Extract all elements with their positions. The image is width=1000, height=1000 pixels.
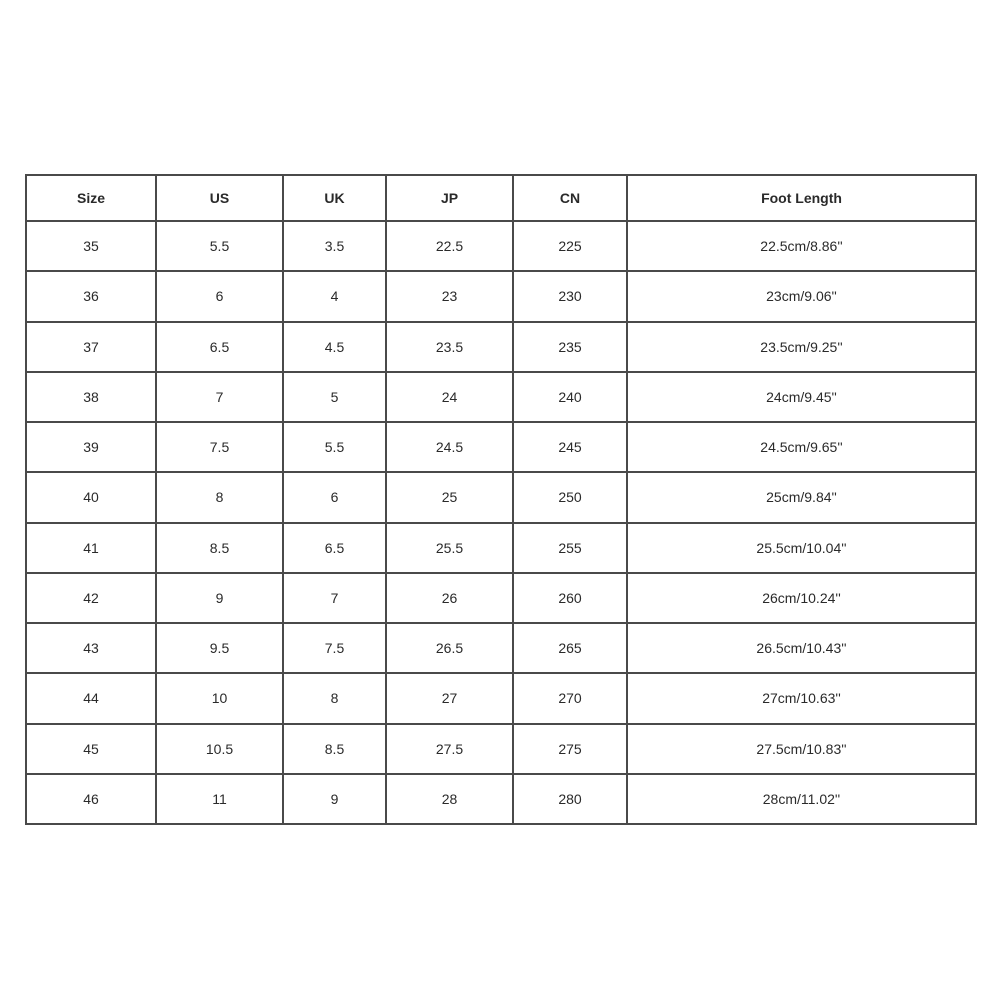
table-row [26, 271, 976, 321]
cell-uk: 7 [283, 573, 386, 623]
header-foot-length: Foot Length [627, 175, 976, 221]
cell-cn: 230 [513, 271, 627, 321]
cell-uk: 8.5 [283, 724, 386, 774]
cell-size: 45 [26, 724, 156, 774]
cell-us: 8.5 [156, 523, 283, 573]
cell-foot-length: 27cm/10.63'' [627, 673, 976, 723]
cell-cn: 275 [513, 724, 627, 774]
cell-foot-length: 23cm/9.06'' [627, 271, 976, 321]
size-chart-table [25, 174, 977, 825]
cell-jp: 26.5 [386, 623, 513, 673]
cell-size: 36 [26, 271, 156, 321]
cell-uk: 4.5 [283, 322, 386, 372]
table-row [26, 422, 976, 472]
cell-cn: 235 [513, 322, 627, 372]
cell-uk: 7.5 [283, 623, 386, 673]
header-row [26, 175, 976, 221]
table-row [26, 573, 976, 623]
header-size: Size [26, 175, 156, 221]
cell-jp: 24 [386, 372, 513, 422]
cell-us: 7.5 [156, 422, 283, 472]
cell-size: 35 [26, 221, 156, 271]
cell-foot-length: 24.5cm/9.65'' [627, 422, 976, 472]
table-row [26, 724, 976, 774]
table-row [26, 372, 976, 422]
cell-foot-length: 27.5cm/10.83'' [627, 724, 976, 774]
cell-jp: 23 [386, 271, 513, 321]
cell-us: 9.5 [156, 623, 283, 673]
cell-foot-length: 23.5cm/9.25'' [627, 322, 976, 372]
cell-uk: 4 [283, 271, 386, 321]
cell-uk: 5.5 [283, 422, 386, 472]
cell-size: 44 [26, 673, 156, 723]
cell-jp: 22.5 [386, 221, 513, 271]
cell-size: 46 [26, 774, 156, 824]
header-jp: JP [386, 175, 513, 221]
table-row [26, 472, 976, 522]
cell-jp: 27.5 [386, 724, 513, 774]
header-cn: CN [513, 175, 627, 221]
table-row [26, 673, 976, 723]
table-row [26, 774, 976, 824]
cell-foot-length: 25.5cm/10.04'' [627, 523, 976, 573]
cell-size: 39 [26, 422, 156, 472]
cell-cn: 255 [513, 523, 627, 573]
cell-cn: 240 [513, 372, 627, 422]
table-row [26, 322, 976, 372]
cell-jp: 27 [386, 673, 513, 723]
cell-us: 6 [156, 271, 283, 321]
cell-cn: 265 [513, 623, 627, 673]
table-row [26, 623, 976, 673]
cell-us: 11 [156, 774, 283, 824]
cell-cn: 260 [513, 573, 627, 623]
cell-foot-length: 26.5cm/10.43'' [627, 623, 976, 673]
cell-jp: 24.5 [386, 422, 513, 472]
cell-cn: 245 [513, 422, 627, 472]
cell-us: 10.5 [156, 724, 283, 774]
cell-uk: 6 [283, 472, 386, 522]
table-row [26, 221, 976, 271]
cell-foot-length: 28cm/11.02'' [627, 774, 976, 824]
cell-uk: 8 [283, 673, 386, 723]
cell-us: 5.5 [156, 221, 283, 271]
cell-cn: 280 [513, 774, 627, 824]
cell-us: 7 [156, 372, 283, 422]
table-body [26, 221, 976, 824]
cell-cn: 270 [513, 673, 627, 723]
cell-us: 9 [156, 573, 283, 623]
table-header [26, 175, 976, 221]
cell-uk: 5 [283, 372, 386, 422]
cell-foot-length: 26cm/10.24'' [627, 573, 976, 623]
cell-foot-length: 25cm/9.84'' [627, 472, 976, 522]
cell-cn: 225 [513, 221, 627, 271]
cell-foot-length: 24cm/9.45'' [627, 372, 976, 422]
cell-jp: 23.5 [386, 322, 513, 372]
cell-jp: 25.5 [386, 523, 513, 573]
cell-size: 43 [26, 623, 156, 673]
cell-foot-length: 22.5cm/8.86'' [627, 221, 976, 271]
cell-uk: 9 [283, 774, 386, 824]
header-us: US [156, 175, 283, 221]
cell-us: 6.5 [156, 322, 283, 372]
cell-jp: 25 [386, 472, 513, 522]
cell-size: 38 [26, 372, 156, 422]
cell-uk: 6.5 [283, 523, 386, 573]
cell-uk: 3.5 [283, 221, 386, 271]
cell-size: 42 [26, 573, 156, 623]
cell-size: 40 [26, 472, 156, 522]
cell-size: 37 [26, 322, 156, 372]
header-uk: UK [283, 175, 386, 221]
cell-jp: 26 [386, 573, 513, 623]
cell-cn: 250 [513, 472, 627, 522]
cell-us: 8 [156, 472, 283, 522]
cell-jp: 28 [386, 774, 513, 824]
table-row [26, 523, 976, 573]
cell-size: 41 [26, 523, 156, 573]
cell-us: 10 [156, 673, 283, 723]
